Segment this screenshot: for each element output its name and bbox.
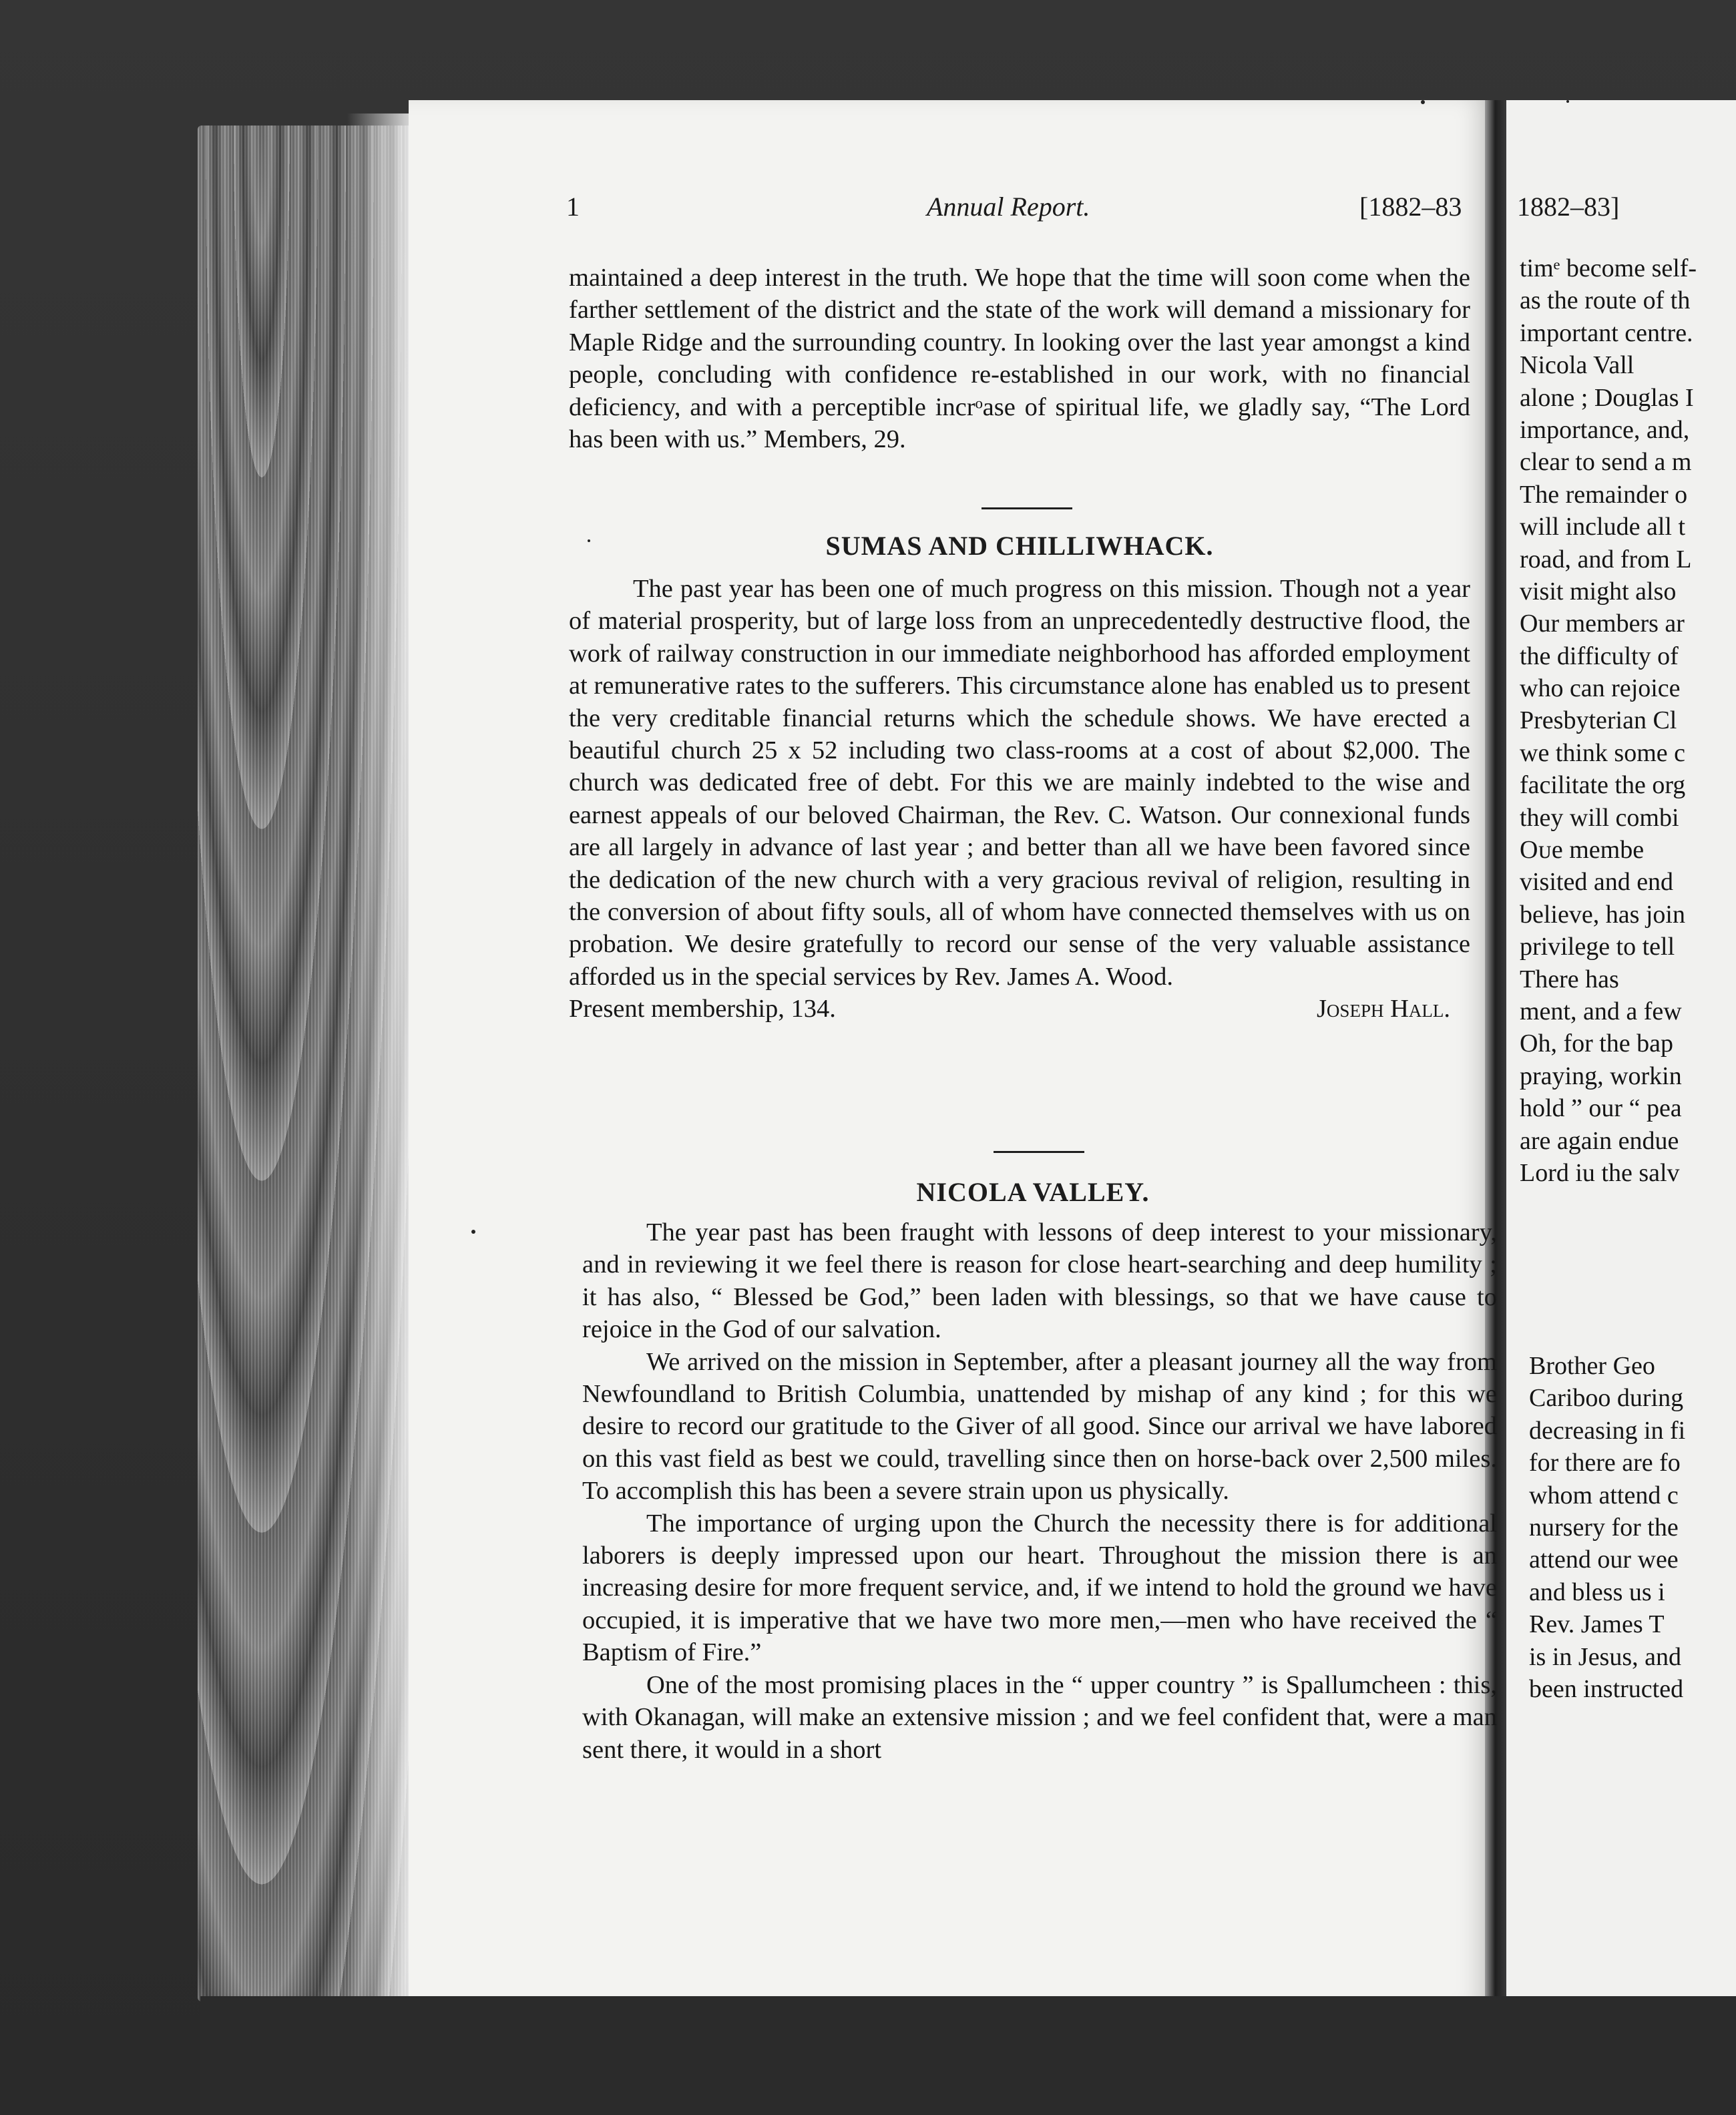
section-divider xyxy=(994,1151,1084,1153)
right-line: the difficulty of xyxy=(1520,642,1679,670)
right-line: Brother Geo xyxy=(1529,1352,1655,1380)
right-line: decreasing in fi xyxy=(1529,1416,1686,1445)
speck xyxy=(471,1230,475,1234)
running-title: Annual Report. xyxy=(927,192,1090,222)
section-sumas-body xyxy=(569,573,1470,1025)
right-line: Nicola Vall xyxy=(1520,351,1635,380)
right-line: Rev. James T xyxy=(1529,1610,1665,1639)
right-line: facilitate the org xyxy=(1520,771,1686,800)
right-line: road, and from L xyxy=(1520,545,1692,573)
right-page-column-top xyxy=(1520,252,1736,1189)
right-line: hold ” our “ pea xyxy=(1520,1094,1682,1123)
right-line: we think some c xyxy=(1520,738,1686,767)
nicola-paragraph-2: We arrived on the mission in September, after a pleasant journey all the way from Newfoundland to British Columbia, unattended by mishap of any kind ; for this we desire to record our gratitude to the Giver of all good. Since our arrival we have labored on this vast field as best we could, travelling since then on horse-back over 2,500 miles. To accomplish this has been a severe strain upon us physically. xyxy=(582,1347,1497,1505)
right-line: who can rejoice xyxy=(1520,674,1681,703)
right-line: visited and end xyxy=(1520,868,1674,897)
right-line: privilege to tell xyxy=(1520,933,1675,961)
right-line: The remainder o xyxy=(1520,480,1688,509)
right-line: as the route of th xyxy=(1520,286,1691,315)
right-line: Our members ar xyxy=(1520,610,1685,638)
speck xyxy=(1421,100,1425,104)
right-line: Oh, for the bap xyxy=(1520,1029,1674,1058)
sumas-membership: Present membership, 134. xyxy=(569,995,836,1023)
right-line: are again endue xyxy=(1520,1126,1679,1155)
right-line: visit might also xyxy=(1520,577,1677,606)
page-number: 1 xyxy=(566,192,580,222)
right-line: for there are fo xyxy=(1529,1449,1681,1477)
scan-bottom-strip xyxy=(200,1996,1736,2115)
section-title-sumas: SUMAS AND CHILLIWHACK. xyxy=(825,531,1214,561)
section-title-nicola: NICOLA VALLEY. xyxy=(916,1177,1150,1207)
right-line: been instructed xyxy=(1529,1674,1684,1703)
right-line: whom attend c xyxy=(1529,1481,1679,1509)
right-line: Cariboo during xyxy=(1529,1384,1684,1413)
right-line: Oᴜe membe xyxy=(1520,836,1645,865)
right-page-column-bottom xyxy=(1529,1350,1736,1705)
right-line: nursery for the xyxy=(1529,1513,1679,1542)
nicola-paragraph-1: The year past has been fraught with lessons of deep interest to your missionary, and in reviewing it we feel there is reason for close heart-searching and deep humility ; it has also, “ Blessed be God,” been laden with blessings, so that we have cause to rejoice in the God of our salvation. xyxy=(582,1218,1497,1344)
nicola-paragraph-3: The importance of urging upon the Church the necessity there is for additional laborers is deeply impressed upon our heart. Throughout the mission there is an increasing desire for more frequent service, and, if we intend to hold the ground we have occupied, it is imperative that we have two more men,—men who have received the “ Baptism of Fire.” xyxy=(582,1509,1497,1667)
right-line: clear to send a m xyxy=(1520,448,1692,477)
right-line: There has xyxy=(1520,965,1619,993)
sumas-signature: Joseph Hall. xyxy=(1316,995,1450,1023)
right-line: Lord iu the salv xyxy=(1520,1158,1680,1187)
right-line: will include all t xyxy=(1520,513,1686,541)
sumas-paragraph: The past year has been one of much progress on this mission. Though not a year of material prosperity, but of large loss from an unprecedentedly destructive flood, the work of railway construction in our immediate neighborhood has afforded employment at remunerative rates to the sufferers. This circumstance alone has enabled us to present the very creditable financial returns which the schedule shows. We have erected a beautiful church 25 x 52 including two class-rooms at a cost of about $2,000. The church was dedicated free of debt. For this we are mainly indebted to the wise and earnest appeals of our beloved Chairman, the Rev. C. Watson. Our connexional funds are all largely in advance of last year ; and better than all we have been favored since the dedication of the new church with a very gracious revival of religion, resulting in the conversion of about fifty souls, all of whom have connected themselves with us on probation. We desire gratefully to record our sense of the very valuable assistance afforded us in the special services by Rev. James A. Wood. xyxy=(569,575,1470,991)
right-line: believe, has join xyxy=(1520,900,1685,929)
right-line: Presbyterian Cl xyxy=(1520,706,1677,735)
right-line: and bless us i xyxy=(1529,1578,1665,1606)
right-line: alone ; Douglas I xyxy=(1520,383,1694,412)
sumas-signature-line xyxy=(569,993,1470,1025)
right-line: ment, and a few xyxy=(1520,997,1682,1025)
section-divider xyxy=(982,507,1072,509)
intro-paragraph: maintained a deep interest in the truth. We hope that the time will soon come when the farther settlement of the district and the state of the work will demand a missionary for Maple Ridge and the surrounding country. In looking over the last year amongst a kind people, concluding with confidence re-established in our work, with no financial deficiency, and with a perceptible incrᵒase of spiritual life, we gladly say, “The Lord has been with us.” Members, 29. xyxy=(569,264,1470,454)
right-line: important centre. xyxy=(1520,318,1693,347)
speck xyxy=(1566,100,1569,103)
right-line: timᵉ become self- xyxy=(1520,254,1697,282)
right-page-header: 1882–83] xyxy=(1517,192,1620,222)
right-line: praying, workin xyxy=(1520,1062,1682,1090)
page-edge-fade xyxy=(347,113,414,2003)
section-nicola-body xyxy=(582,1216,1497,1766)
right-line: attend our wee xyxy=(1529,1546,1679,1574)
intro-block xyxy=(569,262,1470,455)
running-years: [1882–83 xyxy=(1359,192,1462,222)
right-line: is in Jesus, and xyxy=(1529,1642,1681,1671)
right-line: they will combi xyxy=(1520,803,1679,832)
nicola-paragraph-4: One of the most promising places in the “ upper country ” is Spallumcheen : this, with Okanagan, will make an extensive mission ; and we feel confident that, were a man sent there, it would in a short xyxy=(582,1670,1497,1764)
right-line: importance, and, xyxy=(1520,415,1690,444)
